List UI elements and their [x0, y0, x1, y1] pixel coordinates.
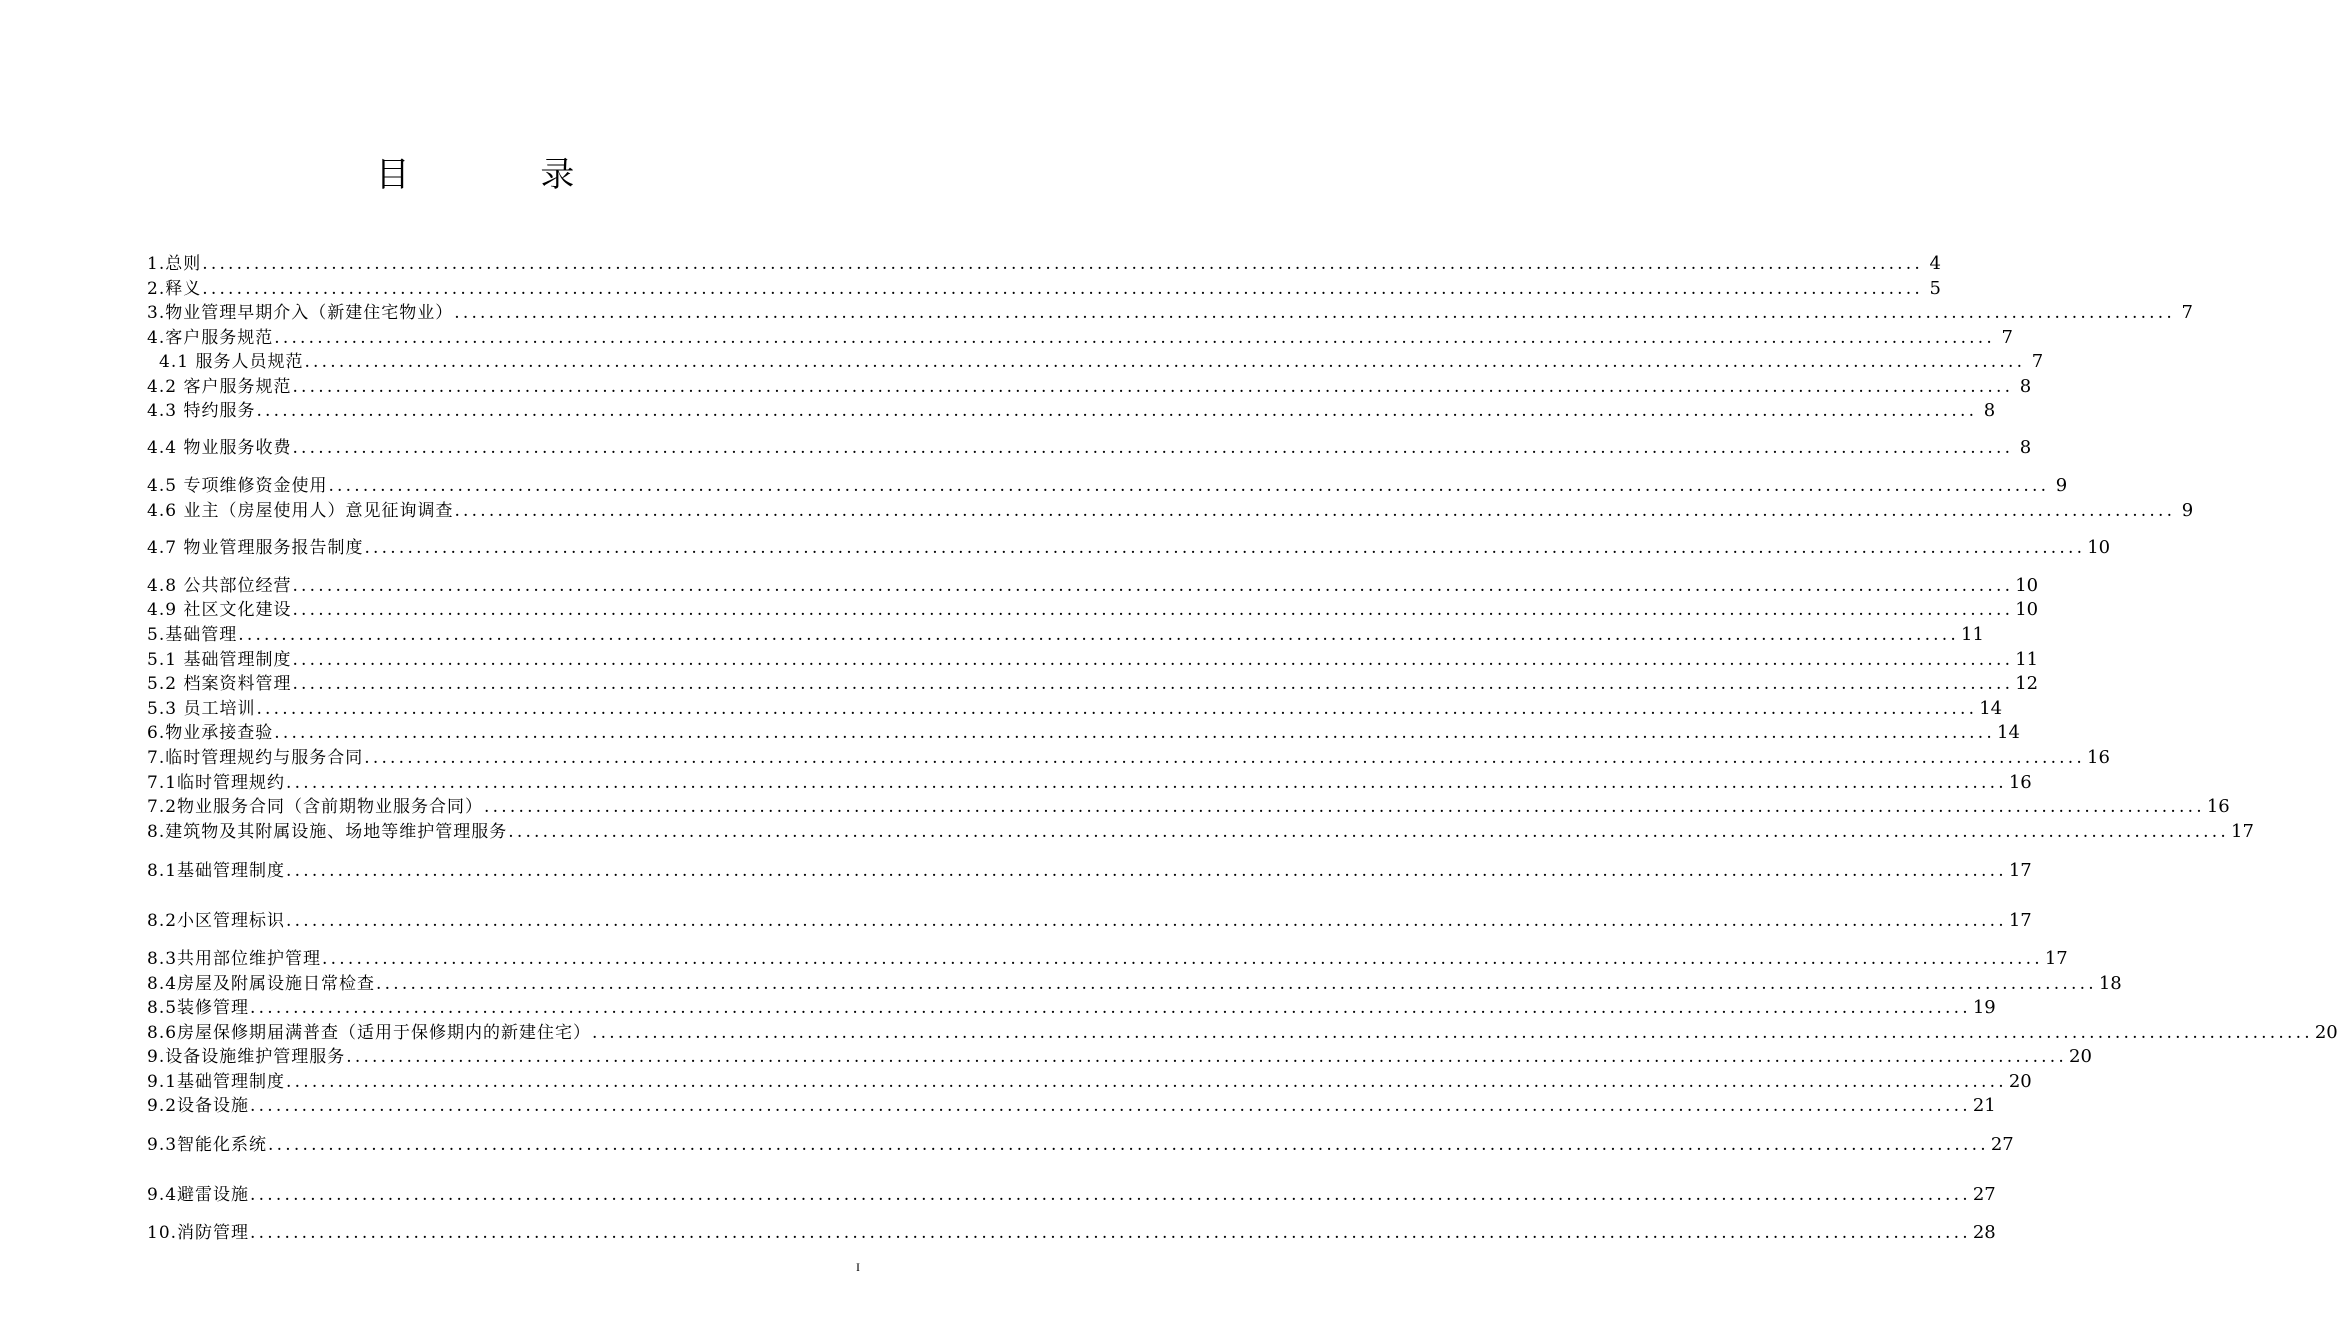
toc-leader-dots: ........................................................................................................................................................................................................: [364, 538, 2086, 558]
toc-entry[interactable]: [147, 697, 2003, 721]
toc-entry-label: 4.6 业主（房屋使用人）意见征询调查: [147, 501, 454, 521]
toc-leader-dots: ........................................................................................................................................................................................................: [286, 911, 2007, 931]
toc-leader-dots: ........................................................................................................................................................................................................: [454, 501, 2176, 521]
toc-entry-page-number: 16: [2087, 747, 2110, 768]
toc-leader-dots: ........................................................................................................................................................................................................: [238, 625, 1959, 645]
toc-entry-page-number: 20: [2008, 1071, 2032, 1092]
toc-entry-page-number: 4: [1929, 253, 1941, 274]
toc-entry-label: 4.5 专项维修资金使用: [147, 476, 328, 496]
toc-entry[interactable]: [147, 574, 2039, 598]
toc-entry-label: 9.设备设施维护管理服务: [147, 1047, 346, 1067]
toc-entry-page-number: 27: [1972, 1184, 1996, 1205]
toc-leader-dots: ........................................................................................................................................................................................................: [268, 1135, 1989, 1155]
toc-entry-label: 9.3智能化系统: [147, 1135, 268, 1155]
toc-entry-page-number: 28: [1972, 1222, 1996, 1243]
toc-entry[interactable]: [147, 536, 2111, 560]
toc-leader-dots: ........................................................................................................................................................................................................: [508, 822, 2229, 842]
toc-entry-page-number: 7: [2031, 351, 2044, 372]
toc-entry-page-number: 7: [2001, 327, 2013, 348]
toc-entry[interactable]: [147, 350, 2044, 374]
toc-entry[interactable]: [147, 1094, 1996, 1118]
toc-entry-page-number: 11: [2015, 649, 2039, 670]
toc-entry-page-number: 27: [1990, 1134, 2014, 1155]
toc-entry-page-number: 10: [2015, 599, 2039, 620]
toc-entry-page-number: 17: [2231, 821, 2254, 842]
toc-leader-dots: ........................................................................................................................................................................................................: [202, 254, 1923, 274]
toc-entry-label: 3.物业管理早期介入（新建住宅物业）: [147, 303, 454, 323]
toc-entry-page-number: 17: [2044, 948, 2068, 969]
toc-entry-label: 5.3 员工培训: [147, 699, 256, 719]
toc-entry-label: 7.2物业服务合同（含前期物业服务合同）: [147, 797, 484, 817]
toc-entry-label: 5.基础管理: [147, 625, 238, 645]
toc-entry-label: 8.5装修管理: [147, 998, 250, 1018]
toc-entry[interactable]: [147, 1221, 1996, 1245]
toc-entry[interactable]: [147, 648, 2039, 672]
toc-leader-dots: ........................................................................................................................................................................................................: [256, 401, 1978, 421]
toc-leader-dots: ........................................................................................................................................................................................................: [250, 1096, 1971, 1116]
toc-entry[interactable]: [147, 771, 2032, 795]
toc-entry-page-number: 5: [1929, 278, 1941, 299]
toc-leader-dots: ........................................................................................................................................................................................................: [256, 699, 1978, 719]
toc-entry-page-number: 14: [1979, 698, 2003, 719]
toc-entry-label: 8.4房屋及附属设施日常检查: [147, 974, 376, 994]
toc-entry-label: 7.临时管理规约与服务合同: [147, 748, 364, 768]
toc-entry[interactable]: [147, 474, 2068, 498]
toc-entry[interactable]: [147, 499, 2194, 523]
toc-entry-label: 4.9 社区文化建设: [147, 600, 292, 620]
toc-leader-dots: ........................................................................................................................................................................................................: [286, 773, 2007, 793]
toc-entry[interactable]: [147, 399, 1996, 423]
toc-entry-label: 1.总则: [147, 254, 202, 274]
toc-leader-dots: ........................................................................................................................................................................................................: [292, 576, 2014, 596]
toc-entry-label: 10.消防管理: [147, 1223, 250, 1243]
toc-entry-page-number: 11: [1961, 624, 1984, 645]
toc-entry-label: 8.3共用部位维护管理: [147, 949, 322, 969]
toc-leader-dots: ........................................................................................................................................................................................................: [286, 861, 2007, 881]
toc-entry[interactable]: [147, 1045, 2092, 1069]
toc-entry-page-number: 8: [2019, 437, 2032, 458]
toc-entry-page-number: 10: [2087, 537, 2111, 558]
toc-entry-label: 4.3 特约服务: [147, 401, 256, 421]
toc-leader-dots: ........................................................................................................................................................................................................: [292, 600, 2014, 620]
toc-entry-label: 5.2 档案资料管理: [147, 674, 292, 694]
toc-entry-page-number: 16: [2008, 772, 2032, 793]
toc-entry[interactable]: [147, 947, 2068, 971]
toc-leader-dots: ........................................................................................................................................................................................................: [304, 352, 2026, 372]
toc-leader-dots: ........................................................................................................................................................................................................: [454, 303, 2175, 323]
toc-entry-label: 4.4 物业服务收费: [147, 438, 292, 458]
toc-leader-dots: ........................................................................................................................................................................................................: [292, 438, 2014, 458]
toc-leader-dots: ........................................................................................................................................................................................................: [592, 1023, 2313, 1043]
toc-entry-page-number: 9: [2181, 500, 2194, 521]
toc-entry-label: 7.1临时管理规约: [147, 773, 286, 793]
toc-entry[interactable]: [147, 909, 2032, 933]
toc-entry-page-number: 21: [1972, 1095, 1996, 1116]
toc-entry-label: 4.1 服务人员规范: [159, 352, 304, 372]
toc-entry-label: 4.8 公共部位经营: [147, 576, 292, 596]
toc-entry[interactable]: [147, 795, 2230, 819]
page-title: 目 录: [375, 155, 635, 195]
toc-entry-page-number: 8: [2019, 376, 2032, 397]
toc-entry-label: 4.客户服务规范: [147, 328, 274, 348]
toc-leader-dots: ........................................................................................................................................................................................................: [202, 279, 1923, 299]
toc-entry-page-number: 14: [1997, 722, 2020, 743]
toc-entry[interactable]: [147, 972, 2122, 996]
toc-leader-dots: ........................................................................................................................................................................................................: [292, 674, 2014, 694]
toc-entry[interactable]: [147, 301, 2193, 325]
toc-entry[interactable]: [147, 1183, 1996, 1207]
toc-entry-label: 8.建筑物及其附属设施、场地等维护管理服务: [147, 822, 508, 842]
toc-entry-page-number: 9: [2055, 475, 2068, 496]
toc-entry[interactable]: [147, 598, 2039, 622]
toc-entry[interactable]: [147, 623, 1984, 647]
toc-entry-label: 2.释义: [147, 279, 202, 299]
toc-leader-dots: ........................................................................................................................................................................................................: [250, 1185, 1971, 1205]
toc-leader-dots: ........................................................................................................................................................................................................: [346, 1047, 2067, 1067]
toc-entry[interactable]: [147, 859, 2032, 883]
toc-entry[interactable]: [147, 1133, 2014, 1157]
toc-entry-page-number: 20: [2314, 1022, 2338, 1043]
toc-leader-dots: ........................................................................................................................................................................................................: [376, 974, 2097, 994]
toc-entry[interactable]: [147, 1021, 2338, 1045]
toc-leader-dots: ........................................................................................................................................................................................................: [274, 328, 1995, 348]
toc-entry-page-number: 8: [1983, 400, 1996, 421]
toc-entry[interactable]: [147, 436, 2032, 460]
toc-entry-page-number: 19: [1972, 997, 1996, 1018]
toc-leader-dots: ........................................................................................................................................................................................................: [484, 797, 2205, 817]
toc-leader-dots: ........................................................................................................................................................................................................: [286, 1072, 2007, 1092]
toc-leader-dots: ........................................................................................................................................................................................................: [292, 650, 2014, 670]
toc-entry-page-number: 20: [2069, 1046, 2092, 1067]
toc-entry-label: 6.物业承接查验: [147, 723, 274, 743]
toc-leader-dots: ........................................................................................................................................................................................................: [250, 998, 1971, 1018]
toc-entry-label: 5.1 基础管理制度: [147, 650, 292, 670]
toc-entry-page-number: 18: [2098, 973, 2122, 994]
toc-leader-dots: ........................................................................................................................................................................................................: [364, 748, 2085, 768]
toc-entry-page-number: 17: [2008, 910, 2032, 931]
toc-entry-label: 8.6房屋保修期届满普查（适用于保修期内的新建住宅）: [147, 1023, 592, 1043]
toc-entry[interactable]: [147, 1070, 2032, 1094]
toc-entry-label: 8.1基础管理制度: [147, 861, 286, 881]
toc-entry-label: 9.4避雷设施: [147, 1185, 250, 1205]
toc-entry[interactable]: [147, 252, 1941, 276]
toc-entry[interactable]: [147, 721, 2020, 745]
toc-entry-label: 9.1基础管理制度: [147, 1072, 286, 1092]
toc-leader-dots: ........................................................................................................................................................................................................: [322, 949, 2043, 969]
toc-entry[interactable]: [147, 746, 2110, 770]
toc-entry[interactable]: [147, 375, 2032, 399]
toc-entry[interactable]: [147, 996, 1996, 1020]
toc-entry-label: 4.7 物业管理服务报告制度: [147, 538, 364, 558]
toc-entry-page-number: 10: [2015, 575, 2039, 596]
toc-leader-dots: ........................................................................................................................................................................................................: [274, 723, 1995, 743]
footer-page-number: I: [856, 1260, 860, 1274]
toc-entry-page-number: 17: [2008, 860, 2032, 881]
toc-leader-dots: ........................................................................................................................................................................................................: [292, 377, 2014, 397]
toc-entry-label: 9.2设备设施: [147, 1096, 250, 1116]
toc-entry-label: 8.2小区管理标识: [147, 911, 286, 931]
toc-entry-page-number: 7: [2181, 302, 2193, 323]
toc-entry[interactable]: [147, 277, 1941, 301]
toc-entry-page-number: 12: [2015, 673, 2039, 694]
toc-leader-dots: ........................................................................................................................................................................................................: [328, 476, 2050, 496]
toc-entry[interactable]: [147, 326, 2013, 350]
toc-entry-page-number: 16: [2206, 796, 2230, 817]
toc-entry-label: 4.2 客户服务规范: [147, 377, 292, 397]
toc-entry[interactable]: [147, 820, 2254, 844]
toc-leader-dots: ........................................................................................................................................................................................................: [250, 1223, 1971, 1243]
toc-entry[interactable]: [147, 672, 2039, 696]
